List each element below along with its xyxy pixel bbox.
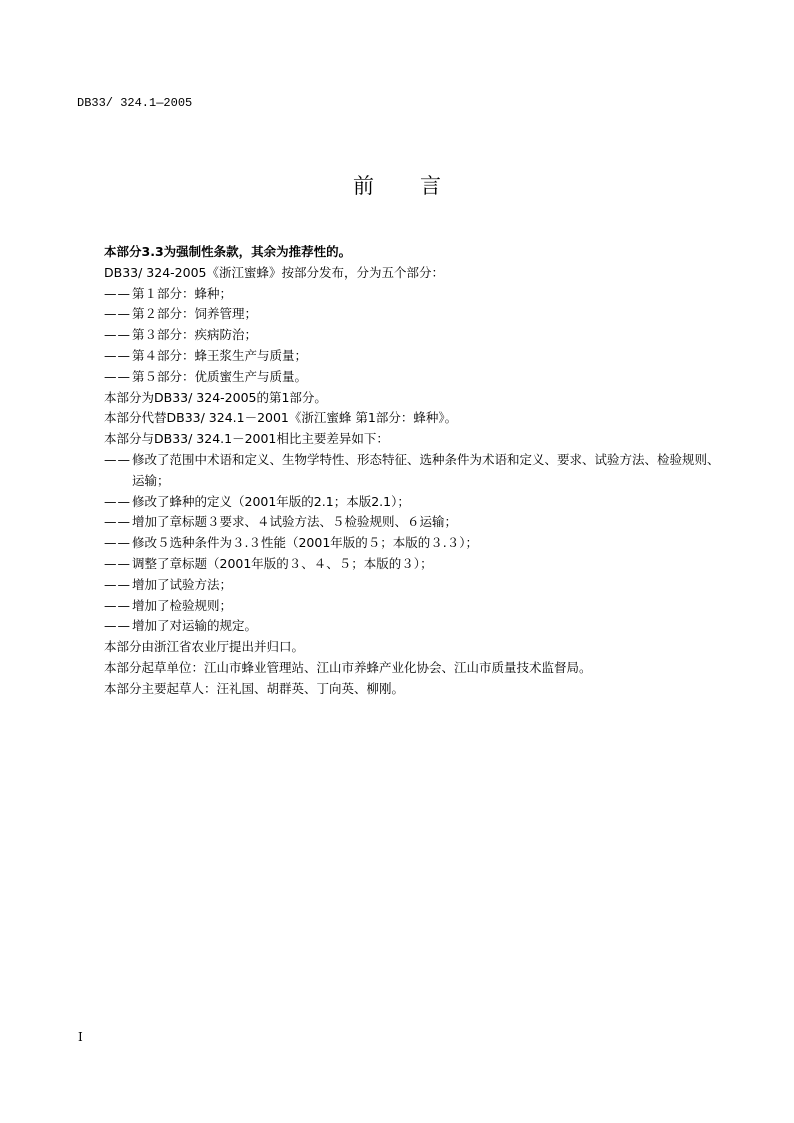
list-item [104, 284, 724, 305]
change-item [104, 492, 724, 513]
list-dash: —— [104, 306, 131, 322]
change-item-text: 增加了对运输的规定。 [132, 618, 258, 634]
list-item-text: 第３部分：疾病防治； [132, 327, 258, 343]
list-item-text: 第２部分：饲养管理； [132, 306, 258, 322]
change-item [104, 533, 724, 554]
list-item [104, 304, 724, 325]
change-item-text: 调整了章标题（2001年版的３、４、５；本版的３）； [132, 555, 433, 571]
change-item [104, 450, 724, 492]
drafters: 本部分主要起草人：汪礼国、胡群英、丁向英、柳刚。 [104, 680, 405, 696]
page-number: I [78, 1030, 83, 1044]
list-dash: —— [104, 514, 131, 530]
list-dash: —— [104, 618, 131, 634]
list-item-text: 第５部分：优质蜜生产与质量。 [132, 368, 308, 384]
change-item [104, 512, 724, 533]
change-item [104, 554, 724, 575]
replaces-note: 本部分代替DB33/ 324.1－2001《浙江蜜蜂 第1部分：蜂种》。 [104, 410, 458, 426]
change-item-text: 修改５选种条件为３.３性能（2001年版的５；本版的３.３）； [132, 535, 479, 551]
change-item-text: 增加了试验方法； [132, 576, 233, 592]
list-dash: —— [104, 555, 131, 571]
list-item [104, 367, 724, 388]
list-dash: —— [104, 451, 131, 467]
change-item [104, 575, 724, 596]
list-dash: —— [104, 535, 131, 551]
change-item [104, 596, 724, 617]
list-dash: —— [104, 368, 131, 384]
list-dash: —— [104, 493, 131, 509]
document-code: DB33/ 324.1—2005 [77, 96, 193, 110]
list-item-text: 第４部分：蜂王浆生产与质量； [132, 347, 308, 363]
change-item-text: 修改了范围中术语和定义、生物学特性、形态特征、选种条件为术语和定义、要求、试验方法、检验规则、运输； [132, 451, 720, 488]
list-dash: —— [104, 285, 131, 301]
change-item [104, 616, 724, 637]
list-item-text: 第１部分：蜂种； [132, 285, 233, 301]
proposed-by: 本部分由浙江省农业厅提出并归口。 [104, 639, 305, 655]
mandatory-note: 本部分3.3为强制性条款，其余为推荐性的。 [104, 244, 352, 259]
list-dash: —— [104, 327, 131, 343]
page-title: 前言 [353, 174, 487, 198]
this-part-note: 本部分为DB33/ 324-2005的第1部分。 [104, 389, 327, 405]
foreword-body [104, 242, 724, 700]
drafting-units: 本部分起草单位：江山市蜂业管理站、江山市养蜂产业化协会、江山市质量技术监督局。 [104, 659, 592, 675]
list-item [104, 325, 724, 346]
release-note: DB33/ 324-2005《浙江蜜蜂》按部分发布，分为五个部分： [104, 264, 444, 280]
list-dash: —— [104, 347, 131, 363]
diff-intro: 本部分与DB33/ 324.1－2001相比主要差异如下： [104, 431, 389, 447]
list-item [104, 346, 724, 367]
change-item-text: 增加了检验规则； [132, 597, 233, 613]
list-dash: —— [104, 576, 131, 592]
change-item-text: 增加了章标题３要求、４试验方法、５检验规则、６运输； [132, 514, 458, 530]
list-dash: —— [104, 597, 131, 613]
change-item-text: 修改了蜂种的定义（2001年版的2.1；本版2.1）； [132, 493, 410, 509]
